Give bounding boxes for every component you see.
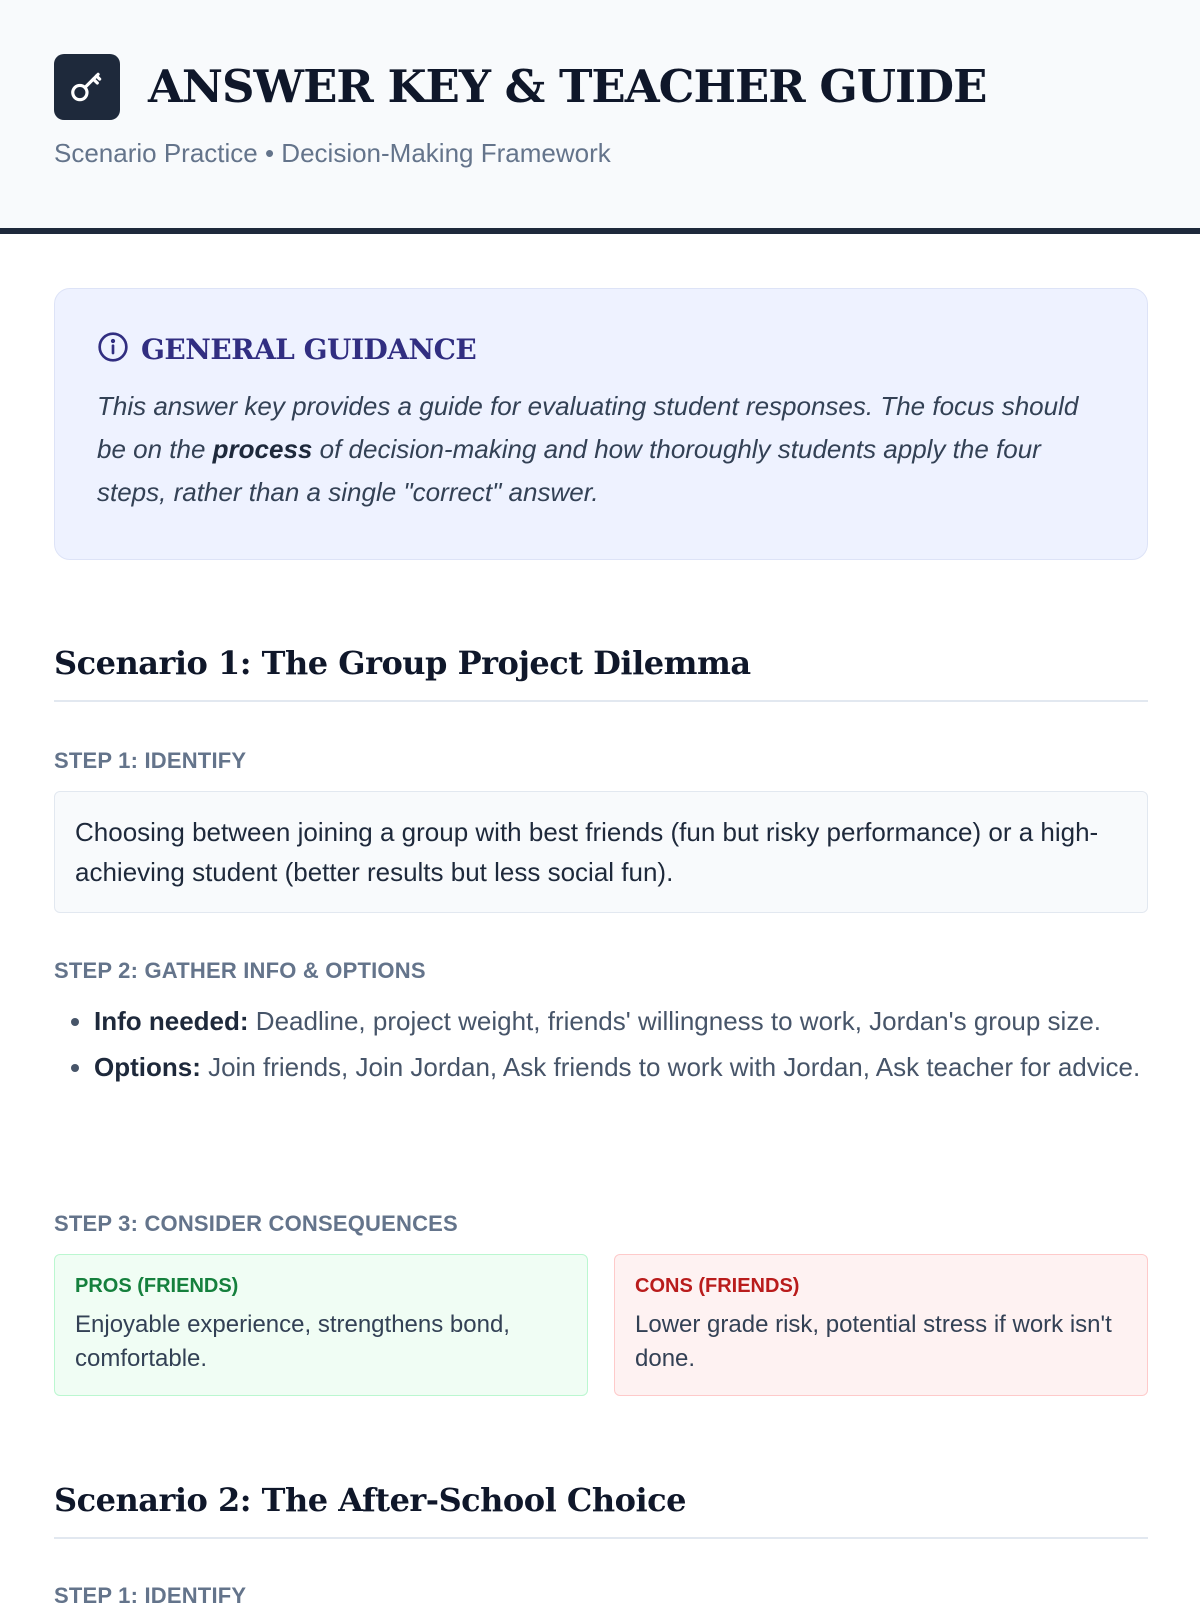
scenario-2-title: Scenario 2: The After-School Choice xyxy=(54,1481,1148,1539)
scenario-1-step-3-label: STEP 3: CONSIDER CONSEQUENCES xyxy=(54,1211,458,1236)
pros-label: PROS (FRIENDS) xyxy=(75,1275,239,1297)
page-title: ANSWER KEY & TEACHER GUIDE xyxy=(148,60,987,113)
title-row xyxy=(54,54,986,120)
guidance-heading xyxy=(97,331,1105,367)
scenario-1-step-1-label: STEP 1: IDENTIFY xyxy=(54,748,247,773)
list-item xyxy=(94,1047,1148,1087)
cons-label: CONS (FRIENDS) xyxy=(635,1275,800,1297)
list-item-text: Join friends, Join Jordan, Ask friends to work with Jordan, Ask teacher for advice. xyxy=(200,1052,1141,1082)
scenario-1-identify-box: Choosing between joining a group with best friends (fun but risky performance) or a high-achieving student (better results but less social fun). xyxy=(54,791,1148,913)
cons-text: Lower grade risk, potential stress if work isn't done. xyxy=(635,1311,1112,1372)
document-header xyxy=(0,0,1200,234)
guidance-emphasis: process xyxy=(212,434,313,464)
cons-box xyxy=(614,1254,1148,1396)
scenario-1-title: Scenario 1: The Group Project Dilemma xyxy=(54,644,1148,702)
key-icon xyxy=(54,54,120,120)
list-item-label: Options: xyxy=(94,1052,201,1082)
guidance-text-part: This answer key provides a guide for evaluating student responses. The focus should be on the xyxy=(97,391,1079,464)
guidance-title: GENERAL GUIDANCE xyxy=(141,332,477,366)
pros-box xyxy=(54,1254,588,1396)
pros-cons-grid xyxy=(54,1254,1148,1396)
list-item xyxy=(94,1001,1148,1041)
guidance-text-part: of decision-making and how thoroughly students apply the four steps, rather than a single "correct" answer. xyxy=(97,434,1041,507)
list-item-label: Info needed: xyxy=(94,1006,249,1036)
info-icon xyxy=(97,331,129,368)
guidance-text xyxy=(97,385,1105,514)
list-item-text: Deadline, project weight, friends' willingness to work, Jordan's group size. xyxy=(248,1006,1102,1036)
scenario-2-step-1-label: STEP 1: IDENTIFY xyxy=(54,1583,247,1608)
pros-text: Enjoyable experience, strengthens bond, comfortable. xyxy=(75,1311,510,1372)
scenario-1-step-2-label: STEP 2: GATHER INFO & OPTIONS xyxy=(54,958,426,983)
page-subtitle: Scenario Practice • Decision-Making Framework xyxy=(54,138,611,168)
scenario-1-options-list xyxy=(54,1001,1148,1093)
general-guidance-box xyxy=(54,288,1148,560)
